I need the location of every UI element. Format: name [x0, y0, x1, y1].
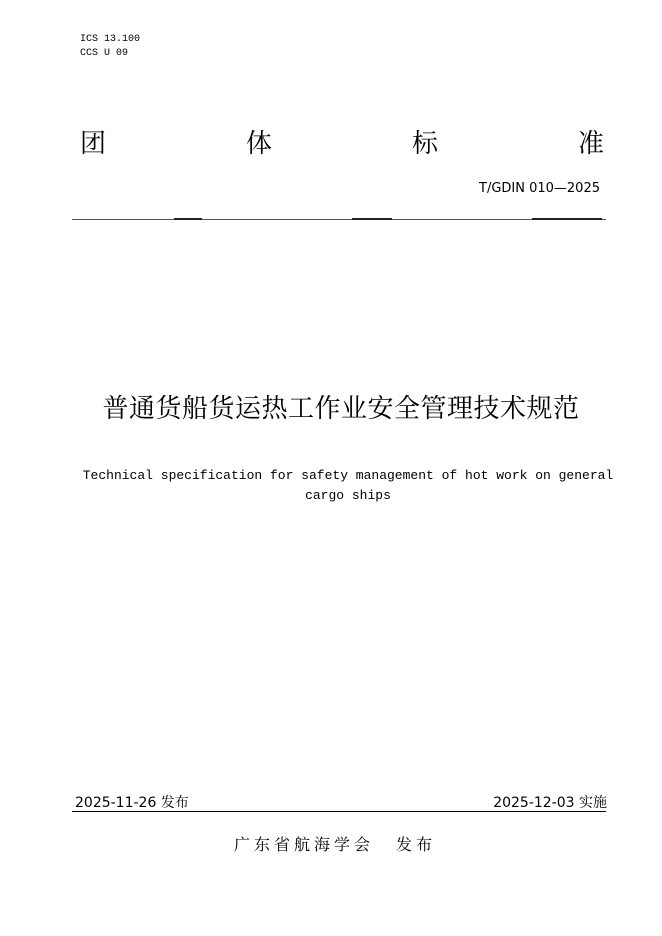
header-divider — [72, 219, 606, 220]
document-title-zh: 普通货船货运热工作业安全管理技术规范 — [102, 394, 580, 424]
issue-date: 2025-11-26 发布 — [75, 795, 189, 811]
category-char: 体 — [245, 129, 272, 159]
publisher-line — [0, 832, 662, 855]
standard-number: T/GDIN 010—2025 — [479, 181, 600, 196]
document-title-en: Technical specification for safety management of hot work on general cargo ships — [82, 468, 614, 503]
publish-action: 发布 — [396, 835, 437, 854]
publisher-name: 广东省航海学会 — [233, 835, 374, 854]
ccs-code: CCS U 09 — [80, 48, 129, 59]
category-char: 标 — [411, 129, 438, 159]
ics-code: ICS 13.100 — [80, 34, 141, 45]
implementation-date: 2025-12-03 实施 — [493, 795, 607, 811]
category-char: 团 — [80, 129, 107, 159]
classification-codes — [80, 33, 140, 61]
standard-category — [80, 128, 604, 160]
footer-divider — [72, 811, 606, 812]
category-char: 准 — [577, 129, 604, 159]
